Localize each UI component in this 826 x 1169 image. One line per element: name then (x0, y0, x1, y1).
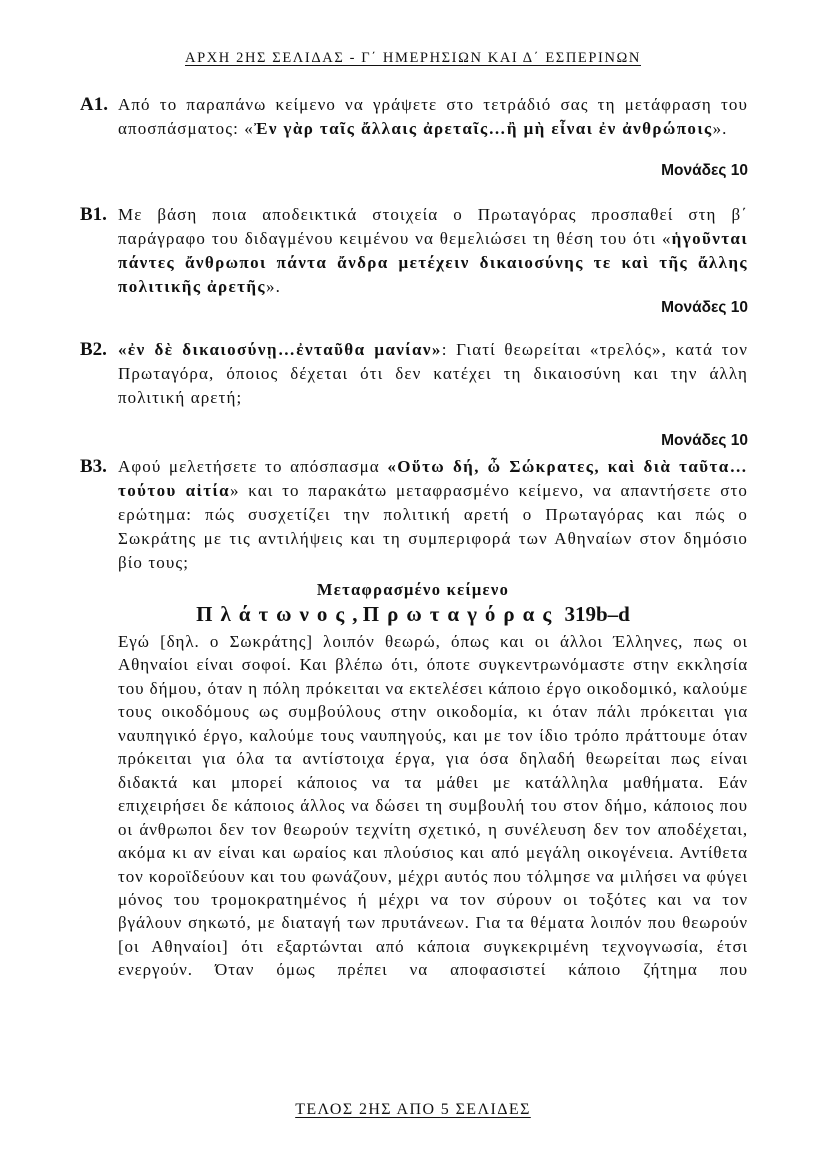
question-b2-marks: Μονάδες 10 (661, 432, 748, 449)
question-b1-text (118, 203, 748, 299)
question-a1-end: ». (712, 119, 728, 138)
page-footer (0, 1101, 826, 1119)
question-b2-quote: «ἐν δὲ δικαιοσύνῃ…ἐνταῦθα μανίαν» (118, 340, 442, 359)
question-b3-label: Β3. (80, 456, 107, 477)
translation-source: Πλάτωνος, Πρωταγόρας 319b–d (196, 602, 630, 626)
question-b3-end: » και το παρακάτω μεταφρασμένο κείμενο, να απαντήσετε στο ερώτημα: πώς συσχετίζει την πολιτική αρετή ο Πρωταγόρας και πώς ο Σωκράτης με τις αντιλήψεις και τη συμπεριφορά των Αθηναίων στον δημόσιο βίο τους; (118, 481, 748, 572)
question-b2-label: Β2. (80, 339, 107, 360)
question-b3 (80, 455, 748, 575)
footer-text: ΤΕΛΟΣ 2ΗΣ ΑΠΟ 5 ΣΕΛΙΔΕΣ (295, 1101, 531, 1118)
question-b2-body: : Γιατί θεωρείται «τρελός», κατά τον Πρωταγόρα, όποιος δέχεται ότι δεν κατέχει τη δικαιοσύνη και την άλλη πολιτική αρετή; (118, 340, 748, 407)
question-b1-quote: ἡγοῦνται πάντες ἄνθρωποι πάντα ἄνδρα μετέχειν δικαιοσύνης τε καὶ τῆς ἄλλης πολιτικῆς ἀρετῆς (118, 229, 748, 296)
question-a1-marks: Μονάδες 10 (661, 162, 748, 179)
question-b2 (80, 338, 748, 410)
question-b3-text (118, 455, 748, 575)
translation-work: Πρωταγόρας (362, 602, 560, 626)
question-a1-body: Από το παραπάνω κείμενο να γράψετε στο τετράδιό σας τη μετάφραση του αποσπάσματος: « (118, 95, 748, 138)
question-b1-body: Με βάση ποια αποδεικτικά στοιχεία ο Πρωταγόρας προσπαθεί στη β΄ παράγραφο του διδαγμένου κειμένου να θεμελιώσει τη θέση του ότι « (118, 205, 748, 248)
question-a1-label: Α1. (80, 94, 108, 115)
page-header (0, 50, 826, 67)
question-b3-body: Αφού μελετήσετε το απόσπασμα (118, 457, 388, 476)
question-a1-text (118, 93, 748, 141)
translation-passage: Εγώ [δηλ. ο Σωκράτης] λοιπόν θεωρώ, όπως και οι άλλοι Έλληνες, πως οι Αθηναίοι είναι σοφοί. Και βλέπω ότι, όποτε συγκεντρωνόμαστε στην εκκλησία του δήμου, όταν η πόλη πρόκειται να εκτελέσει κάποιο έργο οικοδομικό, καλούμε τους οικοδόμους ως συμβούλους στην οικοδομία, κι όταν πάλι πρόκειται για ναυπηγικό έργο, καλούμε τους ναυπηγούς, και με τον ίδιο τρόπο πράττουμε όταν πρόκειται για όλα τα αντίστοιχα έργα, για όσα δηλαδή θεωρείται πως είναι διδακτά και μπορεί κάποιος να τα μάθει με κατάλληλα μαθήματα. Εάν επιχειρήσει δε κάποιος άλλος να δώσει τη συμβουλή του στον δήμο, κάποιος που οι άνθρωποι δεν τον θεωρούν τεχνίτη σχετικό, η συνέλευση δεν τον αποδέχεται, ακόμα κι αν είναι και ωραίος και πλούσιος και από μεγάλη οικογένεια. Αντίθετα τον κοροϊδεύουν και του φωνάζουν, μέχρι αυτός που τόλμησε να μιλήσει να φύγει μόνος του τρομοκρατημένος ή μέχρι να τον σύρουν οι τοξότες και να τον βγάλουν σηκωτό, με διαταγή των πρυτάνεων. Για τα θέματα λοιπόν που θεωρούν [οι Αθηναίοι] ότι εξαρτώνται από κάποια συγκεκριμένη τεχνογνωσία, έτσι ενεργούν. Όταν όμως πρέπει να αποφασιστεί κάποιο ζήτημα που (118, 632, 748, 980)
question-b1 (80, 203, 748, 299)
translation-author: Πλάτωνος (196, 602, 353, 626)
question-a1-quote: Ἐν γὰρ ταῖς ἄλλαις ἀρεταῖς…ἢ μὴ εἶναι ἐν ἀνθρώποις (253, 119, 713, 138)
header-text: ΑΡΧΗ 2ΗΣ ΣΕΛΙΔΑΣ - Γ΄ ΗΜΕΡΗΣΙΩΝ ΚΑΙ Δ΄ ΕΣΠΕΡΙΝΩΝ (185, 50, 641, 66)
question-b3-quote: «Οὕτω δή, ὦ Σώκρατες, καὶ διὰ ταῦτα…τούτου αἰτία (118, 457, 748, 500)
question-b2-text (118, 338, 748, 410)
question-a1 (80, 93, 748, 141)
translation-reference: 319b–d (564, 602, 630, 626)
question-b1-label: Β1. (80, 204, 107, 225)
question-b1-end: ». (265, 277, 281, 296)
question-b1-marks: Μονάδες 10 (661, 299, 748, 316)
translation-title: Μεταφρασμένο κείμενο (316, 580, 510, 599)
